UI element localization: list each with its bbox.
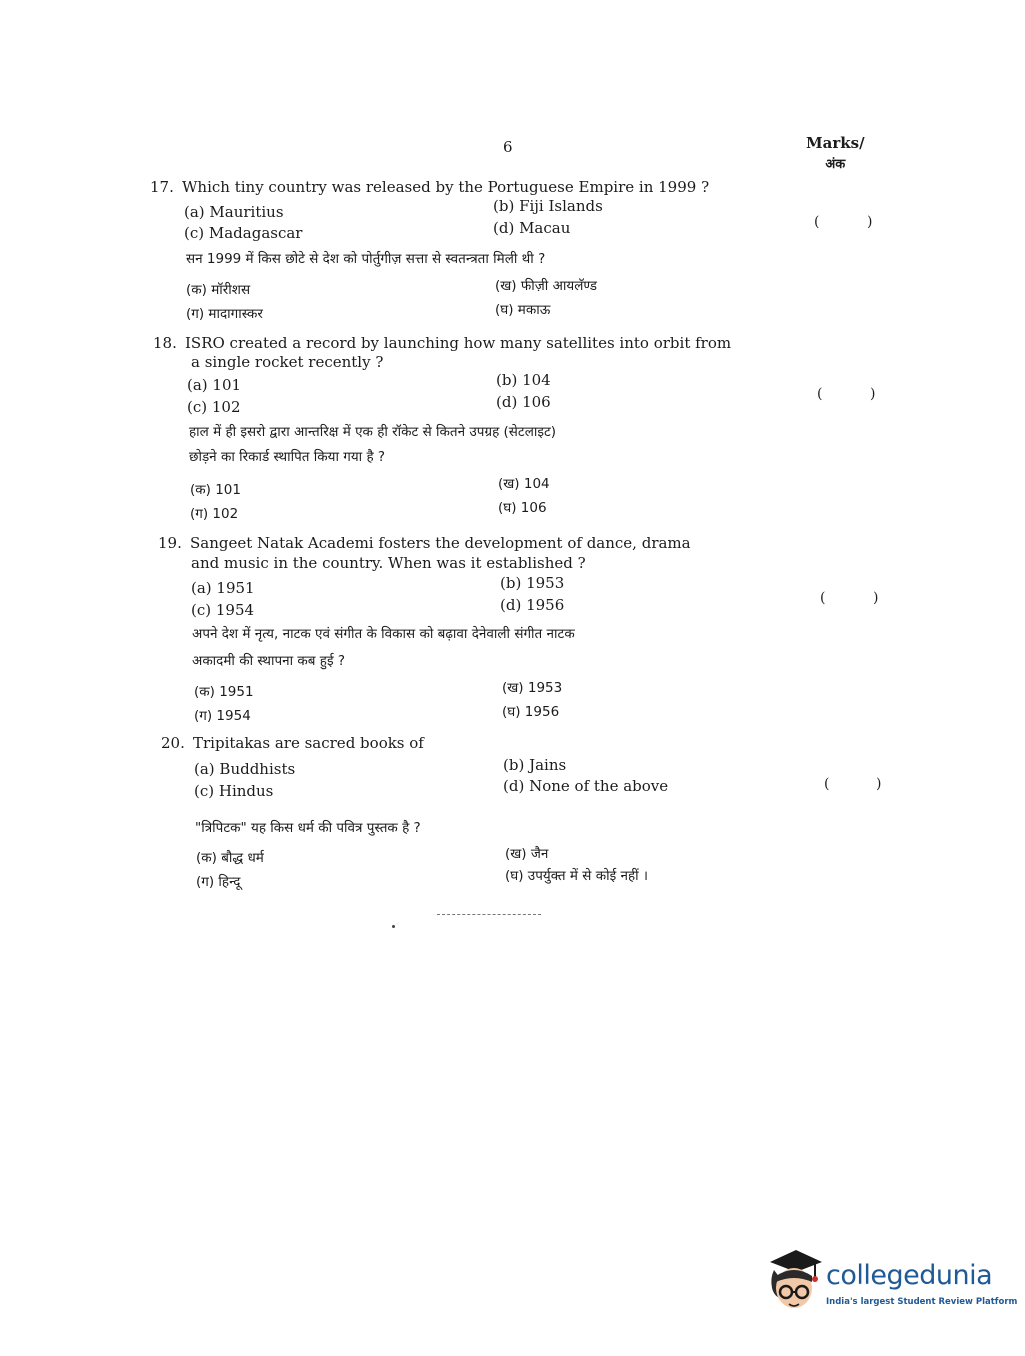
option-c: (c) Madagascar [184,224,303,242]
question-text-en-line-2: a single rocket recently ? [191,353,384,371]
answer-bracket-close: ) [873,590,879,606]
answer-bracket-close: ) [870,386,876,402]
answer-bracket-close: ) [876,776,882,792]
marks-header-en: Marks/ [806,134,865,152]
question-text-hi-line-2: अकादमी की स्थापना कब हुई ? [192,653,346,669]
option-kha: (ख) जैन [505,846,549,862]
option-d: (d) Macau [493,219,571,237]
option-kha: (ख) फीज़ी आयलॅण्ड [495,278,597,294]
brand-name: collegedunia [826,1260,993,1291]
option-d: (d) 106 [496,393,551,411]
mascot-icon [766,1248,826,1318]
question-text-hi: सन 1999 में किस छोटे से देश को पोर्तुगीज़ सत्ता से स्वतन्त्रता मिली थी ? [186,251,546,267]
page-number: 6 [503,138,513,156]
option-ga: (ग) हिन्दू [196,874,241,890]
brand-tagline: India's largest Student Review Platform [826,1297,1018,1307]
option-c: (c) Hindus [194,782,274,800]
answer-bracket-open: ( [817,386,823,402]
question-text-en-line-1: Sangeet Natak Academi fosters the development of dance, drama [190,534,691,552]
option-ga: (ग) 102 [190,506,239,522]
marks-header-hi: अंक [825,157,846,172]
question-number: 17. [150,178,174,196]
option-a: (a) Mauritius [184,203,284,221]
question-text-hi-line-2: छोड़ने का रिकार्ड स्थापित किया गया है ? [189,449,386,465]
marks-header [806,132,865,176]
option-ka: (क) 101 [190,482,241,498]
question-19 [150,528,890,726]
option-ga: (ग) मादागास्कर [186,306,263,322]
question-number: 20. [161,734,185,752]
option-d: (d) None of the above [503,777,669,795]
option-b: (b) 1953 [500,574,565,592]
option-d: (d) 1956 [500,596,565,614]
question-number: 19. [158,534,182,552]
question-text-en-line-2: and music in the country. When was it established ? [191,554,586,572]
option-c: (c) 102 [187,398,241,416]
option-b: (b) 104 [496,371,551,389]
option-kha: (ख) 1953 [502,680,563,696]
option-ga: (ग) 1954 [194,708,251,724]
question-text-hi: "त्रिपिटक" यह किस धर्म की पवित्र पुस्तक है ? [195,820,421,836]
stray-dot [392,925,395,928]
option-gha: (घ) उपर्युक्त में से कोई नहीं । [505,868,649,884]
option-a: (a) 101 [187,376,242,394]
question-text-hi-line-1: हाल में ही इसरो द्वारा आन्तरिक्ष में एक ही रॉकेट से कितने उपग्रह (सेटलाइट) [189,424,557,440]
option-ka: (क) बौद्ध धर्म [196,850,264,866]
option-c: (c) 1954 [191,601,255,619]
question-17 [150,172,890,322]
end-divider [437,914,541,915]
question-20 [150,730,890,900]
option-a: (a) 1951 [191,579,255,597]
question-text-en: Tripitakas are sacred books of [193,734,424,752]
option-gha: (घ) 1956 [502,704,560,720]
answer-bracket-close: ) [867,214,873,230]
answer-bracket-open: ( [824,776,830,792]
question-number: 18. [153,334,177,352]
option-ka: (क) 1951 [194,684,254,700]
option-kha: (ख) 104 [498,476,550,492]
question-text-en-line-1: ISRO created a record by launching how many satellites into orbit from [185,334,732,352]
question-text-en: Which tiny country was released by the Portuguese Empire in 1999 ? [182,178,710,196]
option-ka: (क) मॉरीशस [186,282,251,298]
collegedunia-watermark [766,1248,1018,1318]
option-gha: (घ) 106 [498,500,547,516]
option-b: (b) Jains [503,756,567,774]
answer-bracket-open: ( [814,214,820,230]
option-b: (b) Fiji Islands [493,197,603,215]
option-gha: (घ) मकाऊ [495,302,551,318]
answer-bracket-open: ( [820,590,826,606]
question-text-hi-line-1: अपने देश में नृत्य, नाटक एवं संगीत के विकास को बढ़ावा देनेवाली संगीत नाटक [192,626,575,642]
option-a: (a) Buddhists [194,760,296,778]
question-18 [150,328,890,523]
